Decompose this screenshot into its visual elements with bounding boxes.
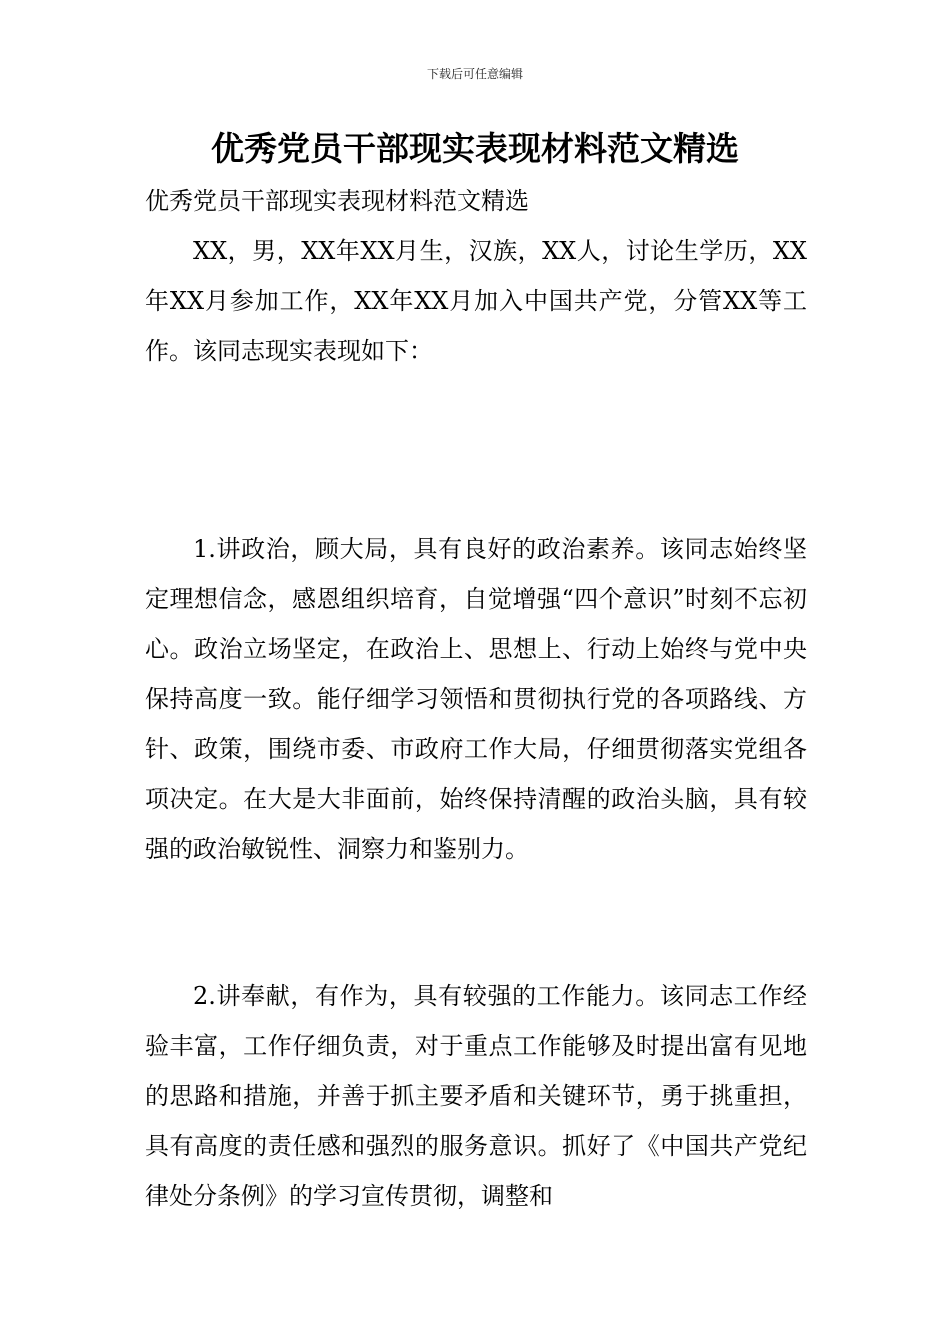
paragraph-dedication: 2.讲奉献，有作为，具有较强的工作能力。该同志工作经验丰富，工作仔细负责，对于重点工作能够及时提出富有见地的思路和措施，并善于抓主要矛盾和关键环节，勇于挑重担，具有高度的责任感和强烈的服务意识。抓好了《中国共产党纪律处分条例》的学习宣传贯彻，调整和 [145, 982, 807, 1210]
header-note: 下载后可任意编辑 [426, 67, 523, 81]
paragraph-intro: XX，男，XX年XX月生，汉族，XX人，讨论生学历，XX年XX月参加工作，XX年XX月加入中国共产党，分管XX等工作。该同志现实表现如下： [145, 237, 807, 365]
document-subtitle: 优秀党员干部现实表现材料范文精选 [145, 187, 529, 215]
document-title: 优秀党员干部现实表现材料范文精选 [211, 129, 739, 168]
paragraph-politics: 1.讲政治，顾大局，具有良好的政治素养。该同志始终坚定理想信念，感恩组织培育，自觉增强“四个意识”时刻不忘初心。政治立场坚定，在政治上、思想上、行动上始终与党中央保持高度一致。能仔细学习领悟和贯彻执行党的各项路线、方针、政策，围绕市委、市政府工作大局，仔细贯彻落实党组各项决定。在大是大非面前，始终保持清醒的政治头脑，具有较强的政治敏锐性、洞察力和鉴别力。 [145, 535, 807, 863]
